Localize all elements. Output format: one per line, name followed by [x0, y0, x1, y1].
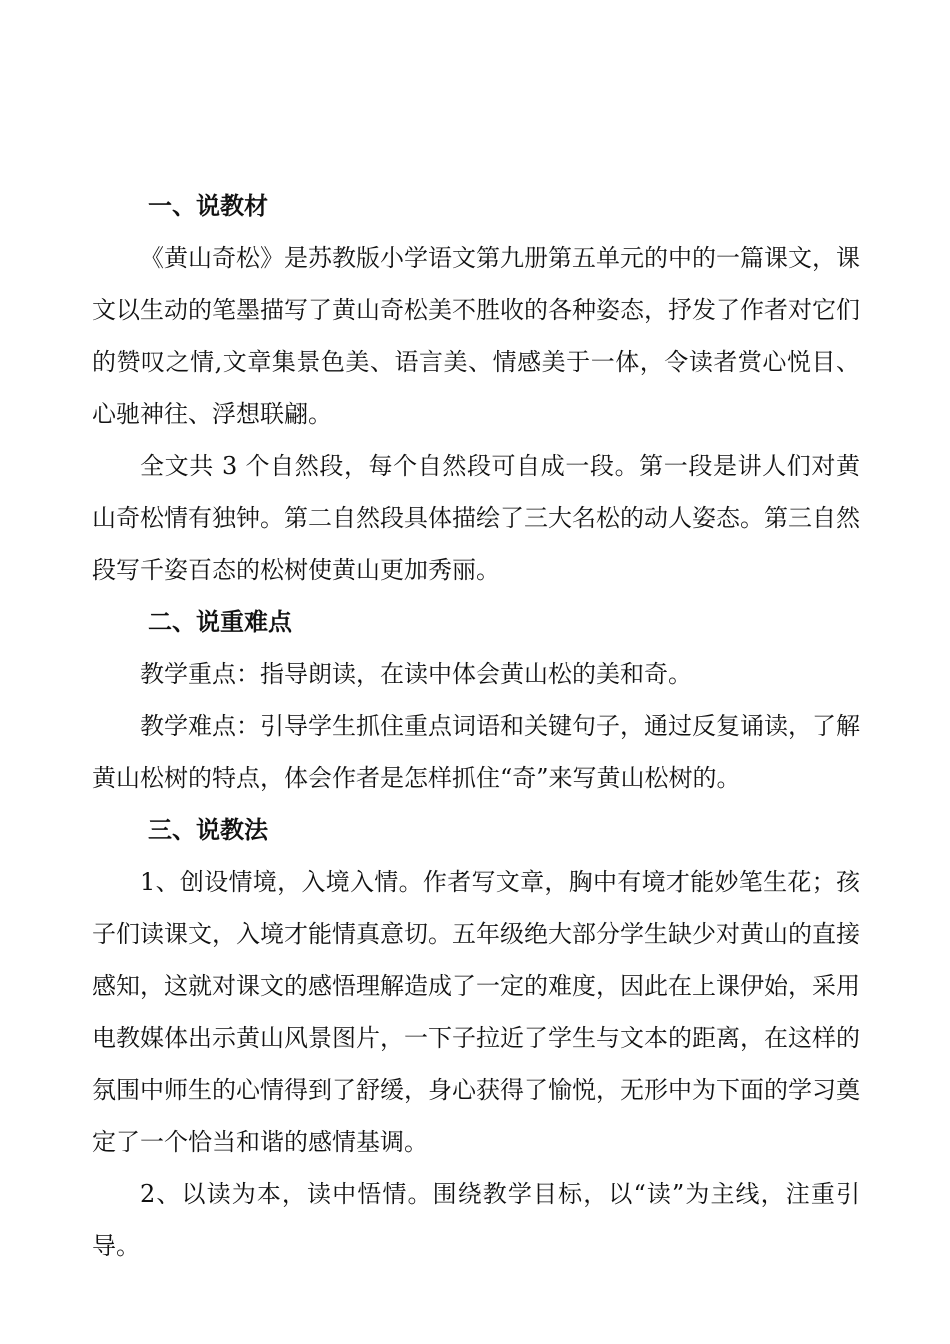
- section-teaching-methods: [92, 804, 860, 1272]
- section-heading: 一、说教材: [148, 192, 268, 220]
- paragraph: 1、创设情境，入境入情。作者写文章，胸中有境才能妙笔生花；孩子们读课文，入境才能情真意切。五年级绝大部分学生缺少对黄山的直接感知，这就对课文的感悟理解造成了一定的难度，因此在上课伊始，采用电教媒体出示黄山风景图片，一下子拉近了学生与文本的距离，在这样的氛围中师生的心情得到了舒缓，身心获得了愉悦，无形中为下面的学习奠定了一个恰当和谐的感情基调。: [92, 868, 860, 1156]
- section-key-points: [92, 596, 860, 804]
- paragraph: 教学难点：引导学生抓住重点词语和关键句子，通过反复诵读，了解黄山松树的特点，体会作者是怎样抓住“奇”来写黄山松树的。: [92, 712, 860, 792]
- section-heading: 二、说重难点: [148, 608, 292, 636]
- paragraph: 2、以读为本，读中悟情。围绕教学目标，以“读”为主线，注重引导。: [92, 1180, 860, 1260]
- paragraph: 教学重点：指导朗读，在读中体会黄山松的美和奇。: [140, 660, 692, 688]
- section-heading: 三、说教法: [148, 816, 268, 844]
- paragraph: 《黄山奇松》是苏教版小学语文第九册第五单元的中的一篇课文，课文以生动的笔墨描写了黄山奇松美不胜收的各种姿态，抒发了作者对它们的赞叹之情,文章集景色美、语言美、情感美于一体，令读者赏心悦目、心驰神往、浮想联翩。: [92, 244, 860, 428]
- section-textbook: [92, 180, 860, 596]
- paragraph: 全文共 3 个自然段，每个自然段可自成一段。第一段是讲人们对黄山奇松情有独钟。第二自然段具体描绘了三大名松的动人姿态。第三自然段写千姿百态的松树使黄山更加秀丽。: [92, 452, 860, 584]
- document-body: [92, 180, 860, 1272]
